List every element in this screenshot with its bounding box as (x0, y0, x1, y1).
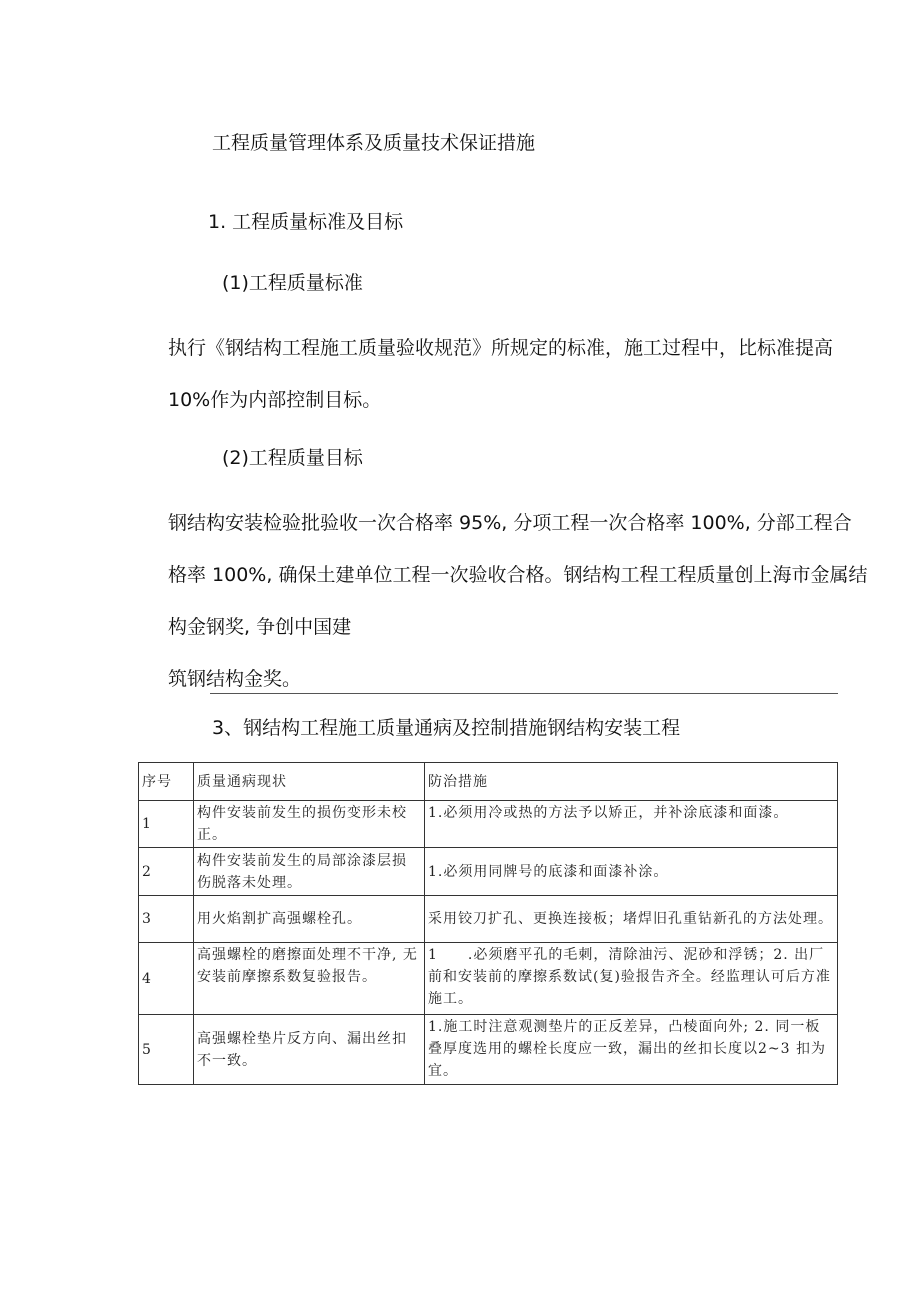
section-1-heading: 1. 工程质量标准及目标 (208, 211, 404, 233)
table-row (139, 1015, 838, 1085)
row-issue: 构件安装前发生的局部涂漆层损伤脱落未处理。 (194, 848, 425, 896)
row-measure: 1.必须用同牌号的底漆和面漆补涂。 (425, 848, 838, 896)
row-measure: 1.必须用冷或热的方法予以矫正，并补涂底漆和面漆。 (425, 801, 838, 848)
table-header-row (139, 763, 838, 801)
subsection-quality-target-heading: (2)工程质量目标 (222, 447, 363, 469)
subsection-quality-standard-heading: (1)工程质量标准 (222, 272, 363, 294)
row-issue: 高强螺栓的磨擦面处理不干净, 无安装前摩擦系数复验报告。 (194, 943, 425, 1015)
quality-target-text-tail: 筑钢结构金奖。 (168, 668, 302, 690)
row-measure: 1.施工时注意观测垫片的正反差异，凸棱面向外; 2. 同一板叠厚度选用的螺栓长度应一致，漏出的丝扣长度以2~3 扣为宜。 (425, 1015, 838, 1085)
table-row (139, 848, 838, 896)
quality-target-text: 钢结构安装检验批验收一次合格率 95%, 分项工程一次合格率 100%, 分部工程合格率 100%, 确保土建单位工程一次验收合格。钢结构工程工程质量创上海市金属结构金钢奖, 争创中国建 (168, 512, 868, 638)
row-no: 4 (139, 943, 194, 1015)
divider-line (210, 693, 838, 694)
row-no: 5 (139, 1015, 194, 1085)
row-measure: 采用铰刀扩孔、更换连接板；堵焊旧孔重钻新孔的方法处理。 (425, 896, 838, 943)
table-row (139, 943, 838, 1015)
row-no: 3 (139, 896, 194, 943)
row-no: 1 (139, 801, 194, 848)
row-issue: 用火焰割扩高强螺栓孔。 (194, 896, 425, 943)
quality-standard-paragraph: 执行《钢结构工程施工质量验收规范》所规定的标准，施工过程中，比标准提高 10%作为内部控制目标。 (168, 337, 834, 411)
row-issue: 构件安装前发生的损伤变形未校正。 (194, 801, 425, 848)
row-no: 2 (139, 848, 194, 896)
row-issue: 高强螺栓垫片反方向、漏出丝扣不一致。 (194, 1015, 425, 1085)
row-measure: 1 .必须磨平孔的毛刺，清除油污、泥砂和浮锈；2. 出厂前和安装前的摩擦系数试(复)验报告齐全。经监理认可后方准施工。 (425, 943, 838, 1015)
header-no: 序号 (139, 763, 194, 801)
document-title: 工程质量管理体系及质量技术保证措施 (212, 132, 536, 154)
header-issue: 质量通病现状 (194, 763, 425, 801)
table-row (139, 801, 838, 848)
section-3-heading: 3、钢结构工程施工质量通病及控制措施钢结构安装工程 (212, 717, 681, 739)
header-measure: 防治措施 (425, 763, 838, 801)
quality-target-paragraph (168, 497, 868, 705)
table-row (139, 896, 838, 943)
quality-issues-table (138, 762, 838, 1085)
